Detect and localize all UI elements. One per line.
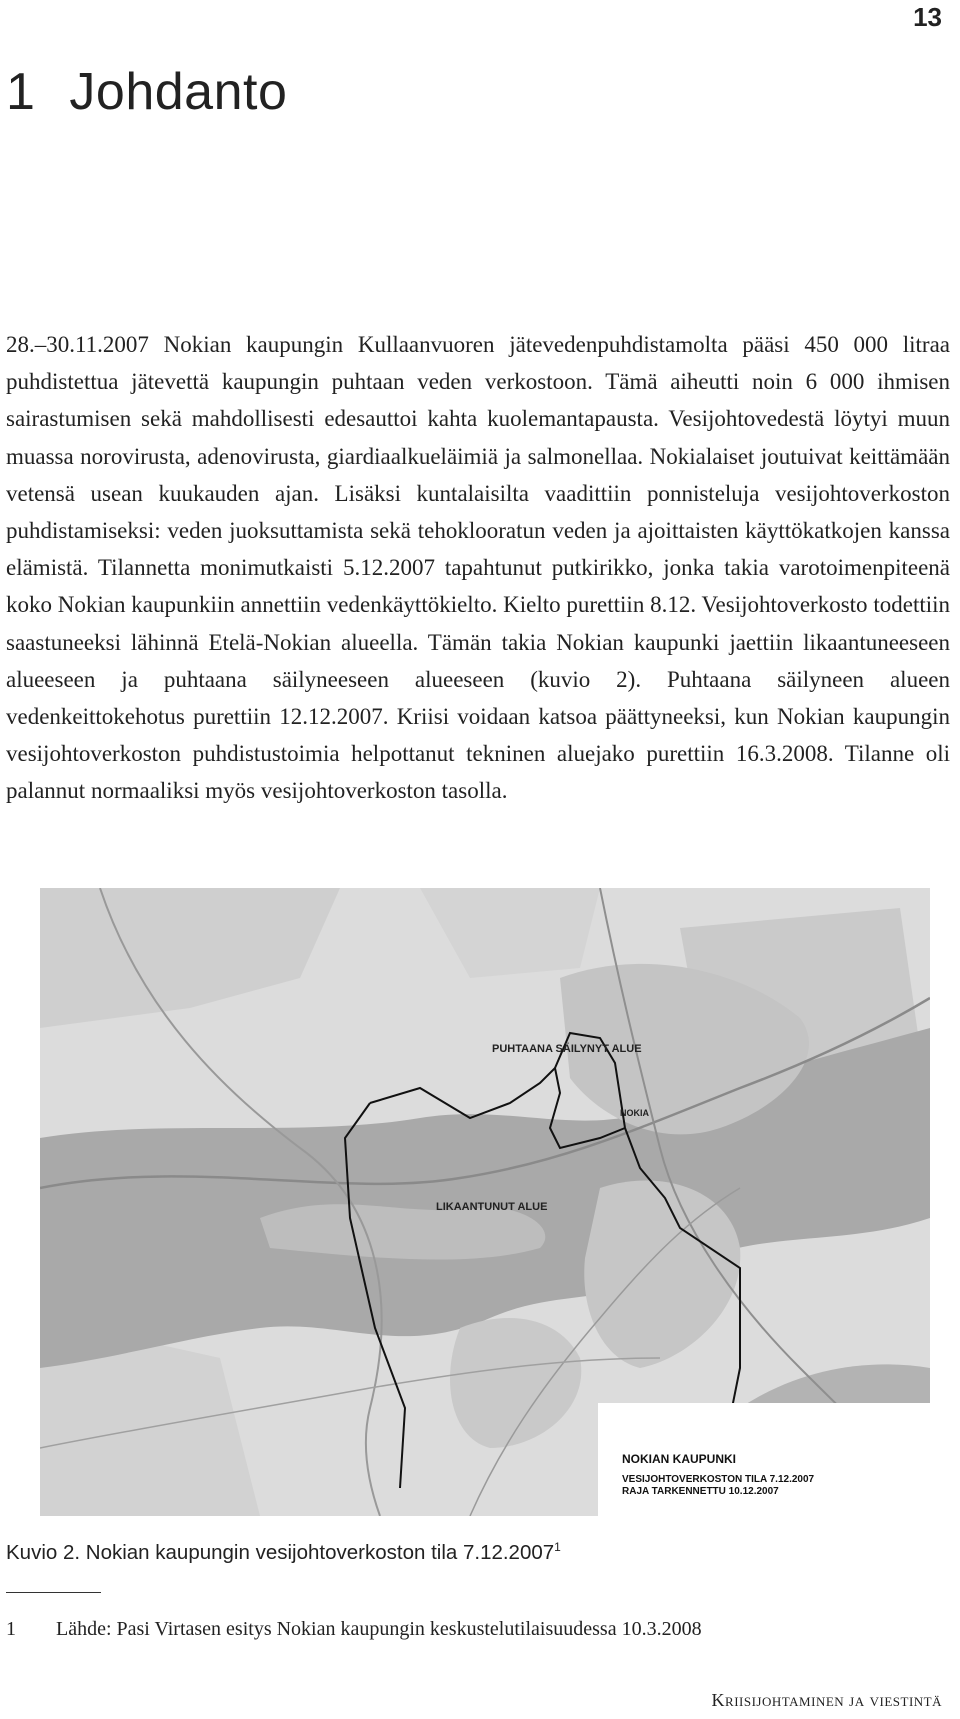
footnote bbox=[6, 1618, 702, 1641]
running-footer: Kriisijohtaminen ja viestintä bbox=[711, 1690, 942, 1710]
chapter-title bbox=[6, 62, 287, 122]
footnote-text: Lähde: Pasi Virtasen esitys Nokian kaupungin keskustelutilaisuudessa 10.3.2008 bbox=[56, 1618, 702, 1640]
figure-caption bbox=[6, 1540, 561, 1565]
footnote-divider bbox=[6, 1592, 101, 1593]
map-legend-line2: RAJA TARKENNETTU 10.12.2007 bbox=[622, 1486, 779, 1497]
map-image bbox=[40, 888, 930, 1516]
map-label-town: NOKIA bbox=[620, 1108, 649, 1118]
map-figure bbox=[40, 888, 930, 1516]
footnote-number: 1 bbox=[6, 1618, 16, 1640]
chapter-title-text: Johdanto bbox=[69, 63, 288, 121]
map-legend-line1: VESIJOHTOVERKOSTON TILA 7.12.2007 bbox=[622, 1474, 815, 1485]
chapter-number: 1 bbox=[6, 63, 36, 121]
map-label-contaminated: LIKAANTUNUT ALUE bbox=[436, 1201, 548, 1213]
body-paragraph: 28.–30.11.2007 Nokian kaupungin Kullaanvuoren jätevedenpuhdistamolta pääsi 450 000 litraa puhdistettua jätevettä kaupungin puhtaan veden verkostoon. Tämä aiheutti noin 6 000 ihmisen sairastumisen sekä mahdollisesti edesauttoi kahta kuolemantapausta. Vesijohtovedestä löytyi muun muassa norovirusta, adenovirusta, giardiaalkueläimiä ja salmonellaa. Nokialaiset joutuivat keittämään vetensä usean kuukauden ajan. Lisäksi kuntalaisilta vaadittiin ponnisteluja vesijohtoverkoston puhdistamiseksi: veden juoksuttamista sekä tehoklooratun veden ja ajoittaisten käyttökatkojen kanssa elämistä. Tilannetta monimutkaisti 5.12.2007 tapahtunut putkirikko, jonka takia varotoimenpiteenä koko Nokian kaupunkiin annettiin vedenkäyttökielto. Kielto purettiin 8.12. Vesijohtoverkosto todettiin saastuneeksi lähinnä Etelä-Nokian alueella. Tämän takia Nokian kaupunki jaettiin likaantuneeseen alueeseen ja puhtaana säilyneeseen alueeseen (kuvio 2). Puhtaana säilyneen alueen vedenkeittokehotus purettiin 12.12.2007. Kriisi voidaan katsoa päättyneeksi, kun Nokian kaupungin vesijohtoverkoston puhdistustoimia helpottanut tekninen aluejako purettiin 16.3.2008. Tilanne oli palannut normaaliksi myös vesijohtoverkoston tasolla. bbox=[6, 332, 950, 804]
footnote-reference: 1 bbox=[554, 1540, 561, 1554]
map-legend-title: NOKIAN KAUPUNKI bbox=[622, 1452, 736, 1466]
caption-text: Kuvio 2. Nokian kaupungin vesijohtoverkoston tila 7.12.2007 bbox=[6, 1541, 555, 1564]
page-number: 13 bbox=[913, 2, 942, 32]
map-label-clean: PUHTAANA SÄILYNYT ALUE bbox=[492, 1043, 642, 1055]
